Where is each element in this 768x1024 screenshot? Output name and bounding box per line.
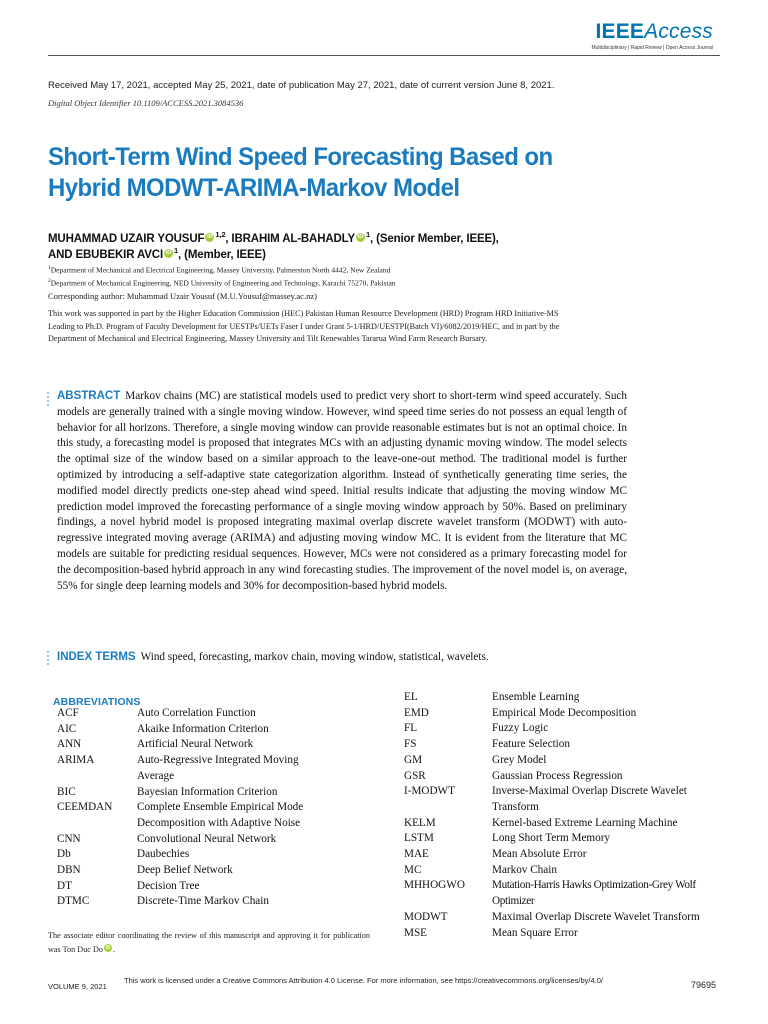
received-dates: Received May 17, 2021, accepted May 25, 2021, date of publication May 27, 2021, date of current version June 8, 2021.: [48, 80, 555, 91]
author-3: AND EBUBEKIR AVCI: [48, 249, 164, 261]
volume-label: VOLUME 9, 2021: [48, 982, 107, 991]
orcid-icon[interactable]: iD: [105, 945, 111, 951]
logo-bold: IEEE: [595, 20, 645, 43]
abbreviation-row: DT Decision Tree: [57, 879, 200, 892]
abbreviation-row: MSE Mean Square Error: [404, 926, 578, 939]
abstract: [57, 389, 627, 594]
abbreviation-row: EL Ensemble Learning: [404, 691, 580, 703]
abbreviation-row: EMD Empirical Mode Decomposition: [404, 706, 637, 719]
paper-title: [48, 142, 662, 204]
title-line-2: Hybrid MODWT-ARIMA-Markov Model: [48, 174, 460, 202]
orcid-icon[interactable]: iD: [165, 250, 172, 256]
abbreviation-row: DTMC Discrete-Time Markov Chain: [57, 895, 269, 908]
abbreviation-row: FS Feature Selection: [404, 738, 570, 751]
abstract-body: Markov chains (MC) are statistical models used to predict very short to short-term wind speed accurately. Such models are generally trained with a single moving window. However, wind speed time series do not possess an equal length of behavior for all horizons. Therefore, a single moving window can provide reasonable estimates but is not an optimal choice. In this study, a forecasting model is proposed that integrates MCs with an adjusting dynamic moving window. The model selects the optimal size of the window based on a similar approach to the leave-one-out method. The traditional model is further optimized by introducing a self-adaptive state categorization algorithm. Instead of synthetically generating time series, the modified model directly predicts one-step ahead wind speed. Initial results indicate that adjusting the moving window MC prediction model improved the forecasting performance of a single moving window approach by 50%. Based on preliminary findings, a novel hybrid model is proposed integrating maximal overlap discrete wavelet transform (MODWT) with auto-regressive integrated moving average (ARIMA) and adjusting moving window MC. It is evident from the literature that MC models are suitable for predicting residual sequences. However, MCs were not considered as a primary forecasting model for the decomposition-based hybrid approach in any wind forecasting studies. The improvement of the novel model is, on average, 55% for single deep learning models and 30% for decomposition-based hybrid models.: [57, 390, 627, 592]
abbreviation-row: CEEMDAN Complete Ensemble Empirical Mode Decomposition with Adaptive Noise: [57, 801, 304, 829]
abbreviation-row: I-MODWT Inverse-Maximal Overlap Discrete Wavelet Transform: [404, 785, 687, 813]
logo-tagline: Multidisciplinary | Rapid Review | Open Access Journal: [591, 45, 713, 51]
abbreviation-row: MHHOGWO Mutation-Harris Hawks Optimization-Grey Wolf Optimizer: [404, 879, 696, 908]
header-divider: [48, 55, 720, 56]
affiliation-2: $^2$Department of Mechanical Engineering, NED University of Engineering and Technology, Karachi 75270, Pakistan: [48, 277, 396, 287]
affiliation-1: $^1$Department of Mechanical and Electrical Engineering, Massey University, Palmerston North 4442, New Zealand: [48, 265, 391, 275]
abstract-heading: ABSTRACT: [57, 390, 121, 402]
license-notice[interactable]: This work is licensed under a Creative Commons Attribution 4.0 License. For more information, see https://creativecommons.org/licenses/by/4.0/: [124, 976, 603, 985]
abbreviation-row: MC Markov Chain: [404, 863, 557, 876]
author-2: , IBRAHIM AL-BAHADLY: [225, 233, 356, 245]
index-terms-body: Wind speed, forecasting, markov chain, moving window, statistical, wavelets.: [140, 651, 489, 663]
author-1-affil: 1,2: [215, 230, 226, 239]
abbreviation-row: BIC Bayesian Information Criterion: [57, 785, 278, 798]
abbreviations-heading: ABBREVIATIONS: [53, 696, 141, 708]
abbreviation-row: DBN Deep Belief Network: [57, 864, 233, 877]
affiliations: [48, 263, 688, 288]
abbreviation-row: ANN Artificial Neural Network: [57, 738, 254, 751]
index-terms: [57, 650, 627, 665]
doi[interactable]: Digital Object Identifier 10.1109/ACCESS.2021.3084536: [48, 98, 244, 108]
abbreviation-row: MAE Mean Absolute Error: [404, 848, 587, 861]
abbreviations-left: [57, 706, 347, 910]
author-2-affil: 1: [366, 230, 371, 239]
abbreviations-right: [404, 690, 724, 941]
abbreviation-row: CNN Convolutional Neural Network: [57, 832, 277, 845]
associate-editor-note: The associate editor coordinating the review of this manuscript and approving it for publication was Ton Duc Do iD .: [48, 931, 370, 954]
author-list: [48, 231, 688, 263]
abbreviation-row: ARIMA Auto-Regressive Integrated Moving Average: [57, 754, 299, 782]
abbreviation-row: MODWT Maximal Overlap Discrete Wavelet Transform: [404, 910, 700, 923]
author-3-affil: 1: [174, 246, 179, 255]
author-3-role: , (Member, IEEE): [178, 249, 266, 261]
orcid-icon[interactable]: iD: [357, 234, 364, 240]
abbreviation-row: KELM Kernel-based Extreme Learning Machine: [404, 816, 678, 829]
section-marker-icon: [47, 651, 51, 667]
abbreviation-row: FL Fuzzy Logic: [404, 722, 549, 735]
funding-statement: This work was supported in part by the Higher Education Commission (HEC) Pakistan Human Resource Development (HRD) Program HRD Initiative-MS Leading to Ph.D. Program of Faculty Development for UESTPs/UETs Faser I under Grant 5-1/HRD/UESTPI(Batch VI)/6082/2019/HEC, and in part by the Department of Mechanical and Electrical Engineering, Massey University and Tilt Renewables Tararua Wind Farm Research Bursary.: [48, 309, 560, 344]
abbreviation-row: Db Daubechies: [57, 848, 190, 861]
index-terms-heading: INDEX TERMS: [57, 651, 136, 663]
author-1: MUHAMMAD UZAIR YOUSUF: [48, 233, 205, 245]
author-2-role: , (Senior Member, IEEE),: [370, 233, 499, 245]
orcid-icon[interactable]: iD: [207, 234, 213, 240]
abbreviation-row: AIC Akaike Information Criterion: [57, 722, 269, 735]
corresponding-author: Corresponding author: Muhammad Uzair Yousuf (M.U.Yousuf@massey.ac.nz): [48, 291, 317, 301]
abbreviation-row: GM Grey Model: [404, 753, 547, 766]
section-marker-icon: [47, 392, 51, 408]
abbreviation-row: ACF Auto Correlation Function: [57, 707, 256, 719]
title-line-1: Short-Term Wind Speed Forecasting Based on: [48, 143, 553, 171]
abbreviation-row: LSTM Long Short Term Memory: [404, 832, 611, 845]
logo-italic: Access: [644, 20, 713, 43]
page-number: 79695: [691, 980, 717, 990]
abbreviation-row: GSR Gaussian Process Regression: [404, 769, 623, 782]
journal-logo: [533, 20, 713, 52]
